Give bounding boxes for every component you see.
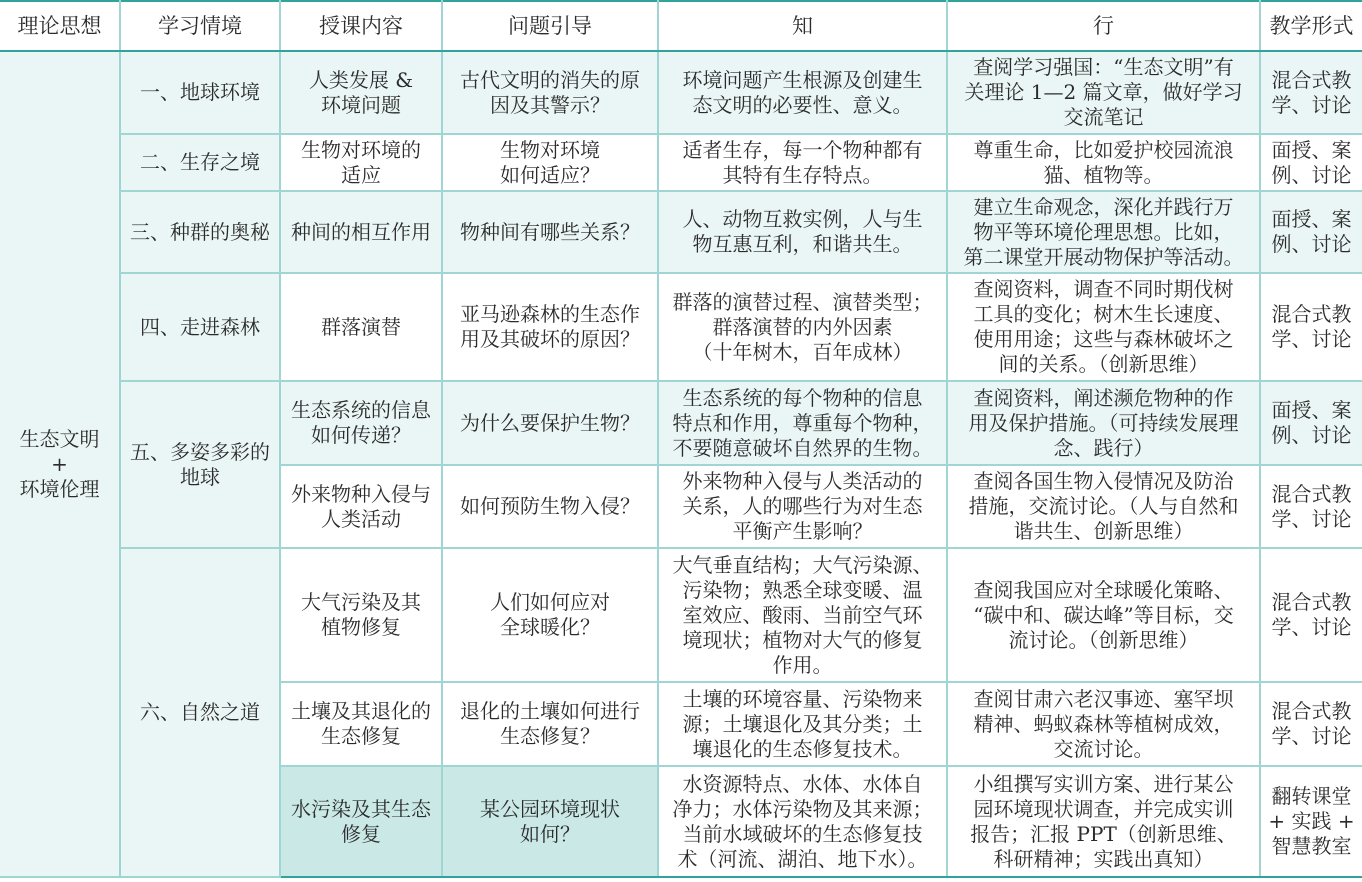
header-act: 行 xyxy=(947,1,1260,51)
know-cell: 群落的演替过程、演替类型； 群落演替的内外因素 （十年树木，百年成林） xyxy=(658,273,947,381)
form-cell: 面授、案 例、讨论 xyxy=(1260,191,1362,273)
situation-cell: 六、自然之道 xyxy=(120,548,280,877)
form-cell: 翻转课堂 + 实践 + 智慧教室 xyxy=(1260,766,1362,877)
act-cell: 查阅学习强国：“生态文明”有 关理论 1—2 篇文章，做好学习 交流笔记 xyxy=(947,51,1260,134)
situation-cell: 三、种群的奥秘 xyxy=(120,191,280,273)
act-cell: 查阅我国应对全球暖化策略、 “碳中和、碳达峰”等目标，交 流讨论。（创新思维） xyxy=(947,548,1260,682)
content-cell: 大气污染及其 植物修复 xyxy=(280,548,442,682)
act-cell: 查阅甘肃六老汉事迹、塞罕坝 精神、蚂蚁森林等植树成效， 交流讨论。 xyxy=(947,682,1260,766)
know-cell: 生态系统的每个物种的信息 特点和作用，尊重每个物种， 不要随意破坏自然界的生物。 xyxy=(658,381,947,465)
act-cell: 小组撰写实训方案、进行某公 园环境现状调查，并完成实训 报告；汇报 PPT（创新思维、 科研精神；实践出真知） xyxy=(947,766,1260,877)
theory-cell: 生态文明 + 环境伦理 xyxy=(0,51,120,877)
know-cell: 土壤的环境容量、污染物来 源；土壤退化及其分类；土 壤退化的生态修复技术。 xyxy=(658,682,947,766)
situation-cell: 二、生存之境 xyxy=(120,134,280,191)
form-cell: 混合式教 学、讨论 xyxy=(1260,51,1362,134)
act-cell: 查阅资料，调查不同时期伐树 工具的变化；树木生长速度、 使用用途；这些与森林破坏之 间的关系。（创新思维） xyxy=(947,273,1260,381)
question-cell: 生物对环境 如何适应？ xyxy=(442,134,658,191)
content-cell: 种间的相互作用 xyxy=(280,191,442,273)
content-cell: 水污染及其生态 修复 xyxy=(280,766,442,877)
act-cell: 尊重生命，比如爱护校园流浪 猫、植物等。 xyxy=(947,134,1260,191)
table-row xyxy=(0,134,1362,191)
know-cell: 外来物种入侵与人类活动的 关系，人的哪些行为对生态 平衡产生影响？ xyxy=(658,465,947,548)
act-cell: 查阅资料，阐述濒危物种的作 用及保护措施。（可持续发展理 念、践行） xyxy=(947,381,1260,465)
question-cell: 退化的土壤如何进行 生态修复？ xyxy=(442,682,658,766)
know-cell: 人、动物互救实例，人与生 物互惠互利，和谐共生。 xyxy=(658,191,947,273)
header-question: 问题引导 xyxy=(442,1,658,51)
know-cell: 适者生存，每一个物种都有 其特有生存特点。 xyxy=(658,134,947,191)
header-know: 知 xyxy=(658,1,947,51)
know-cell: 水资源特点、水体、水体自 净力；水体污染物及其来源； 当前水域破坏的生态修复技 术（河流、湖泊、地下水）。 xyxy=(658,766,947,877)
content-cell: 外来物种入侵与 人类活动 xyxy=(280,465,442,548)
form-cell: 混合式教 学、讨论 xyxy=(1260,465,1362,548)
header-theory: 理论思想 xyxy=(0,1,120,51)
act-cell: 查阅各国生物入侵情况及防治 措施，交流讨论。（人与自然和 谐共生、创新思维） xyxy=(947,465,1260,548)
form-cell: 混合式教 学、讨论 xyxy=(1260,273,1362,381)
content-cell: 土壤及其退化的 生态修复 xyxy=(280,682,442,766)
content-cell: 人类发展 & 环境问题 xyxy=(280,51,442,134)
question-cell: 为什么要保护生物？ xyxy=(442,381,658,465)
header-content: 授课内容 xyxy=(280,1,442,51)
form-cell: 面授、案 例、讨论 xyxy=(1260,134,1362,191)
form-cell: 面授、案 例、讨论 xyxy=(1260,381,1362,465)
question-cell: 亚马逊森林的生态作 用及其破坏的原因？ xyxy=(442,273,658,381)
content-cell: 生物对环境的 适应 xyxy=(280,134,442,191)
content-cell: 生态系统的信息 如何传递？ xyxy=(280,381,442,465)
form-cell: 混合式教 学、讨论 xyxy=(1260,548,1362,682)
act-cell: 建立生命观念，深化并践行万 物平等环境伦理思想。比如， 第二课堂开展动物保护等活动。 xyxy=(947,191,1260,273)
header-form: 教学形式 xyxy=(1260,1,1362,51)
question-cell: 如何预防生物入侵？ xyxy=(442,465,658,548)
header-row xyxy=(0,1,1362,51)
table-row xyxy=(0,273,1362,381)
table-row xyxy=(0,548,1362,682)
content-cell: 群落演替 xyxy=(280,273,442,381)
know-cell: 大气垂直结构；大气污染源、 污染物；熟悉全球变暖、温 室效应、酸雨、当前空气环 境现状；植物对大气的修复 作用。 xyxy=(658,548,947,682)
header-situation: 学习情境 xyxy=(120,1,280,51)
question-cell: 古代文明的消失的原 因及其警示？ xyxy=(442,51,658,134)
table-row xyxy=(0,51,1362,134)
situation-cell: 四、走进森林 xyxy=(120,273,280,381)
situation-cell: 一、地球环境 xyxy=(120,51,280,134)
situation-cell: 五、多姿多彩的 地球 xyxy=(120,381,280,548)
form-cell: 混合式教 学、讨论 xyxy=(1260,682,1362,766)
table-row xyxy=(0,381,1362,465)
question-cell: 物种间有哪些关系？ xyxy=(442,191,658,273)
table-row xyxy=(0,191,1362,273)
question-cell: 人们如何应对 全球暖化？ xyxy=(442,548,658,682)
know-cell: 环境问题产生根源及创建生 态文明的必要性、意义。 xyxy=(658,51,947,134)
question-cell: 某公园环境现状 如何？ xyxy=(442,766,658,877)
